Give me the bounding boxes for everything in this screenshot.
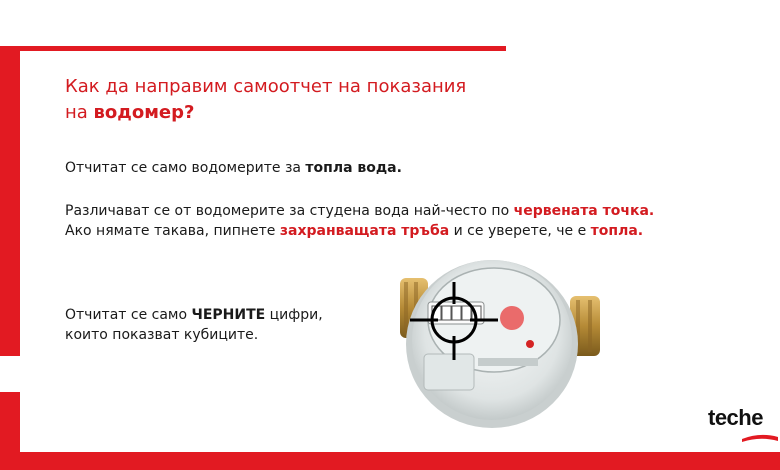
water-meter-image xyxy=(382,248,622,428)
top-red-line xyxy=(20,46,506,51)
paragraph-black-digits xyxy=(65,305,323,345)
p3-line-1 xyxy=(65,305,323,325)
paragraph-difference xyxy=(65,201,654,241)
p2-text-2: Ако нямате такава, пипнете xyxy=(65,223,280,239)
p3-bold: ЧЕРНИТЕ xyxy=(191,307,266,323)
left-red-band-bottom xyxy=(0,392,20,452)
p3-text-2: цифри, xyxy=(265,307,323,323)
p2-line-1 xyxy=(65,201,654,221)
p2-supply-pipe: захранващата тръба xyxy=(279,223,450,239)
teche-logo: teche xyxy=(708,405,763,430)
p3-text-1: Отчитат се само xyxy=(65,307,192,323)
page-title xyxy=(65,74,466,126)
title-line-2 xyxy=(65,100,466,126)
p2-text: Различават се от водомерите за студена вода най-често по xyxy=(65,203,514,219)
title-prefix: на xyxy=(65,102,94,123)
left-red-band-top xyxy=(0,46,20,356)
p3-line-2: които показват кубиците. xyxy=(65,327,259,343)
p2-line-2 xyxy=(65,221,654,241)
title-bold: водомер? xyxy=(93,102,195,123)
p2-warm: топла. xyxy=(590,223,644,239)
p2-red-dot: червената точка. xyxy=(513,203,655,219)
paragraph-hot-water xyxy=(65,158,402,178)
p1-bold: топла вода. xyxy=(305,160,402,176)
p1-text: Отчитат се само водомерите за xyxy=(65,160,306,176)
bottom-red-band xyxy=(0,452,780,470)
p2-text-3: и се уверете, че е xyxy=(449,223,591,239)
logo-swoosh-icon xyxy=(742,432,778,442)
title-line-1: Как да направим самоотчет на показания xyxy=(65,76,467,97)
